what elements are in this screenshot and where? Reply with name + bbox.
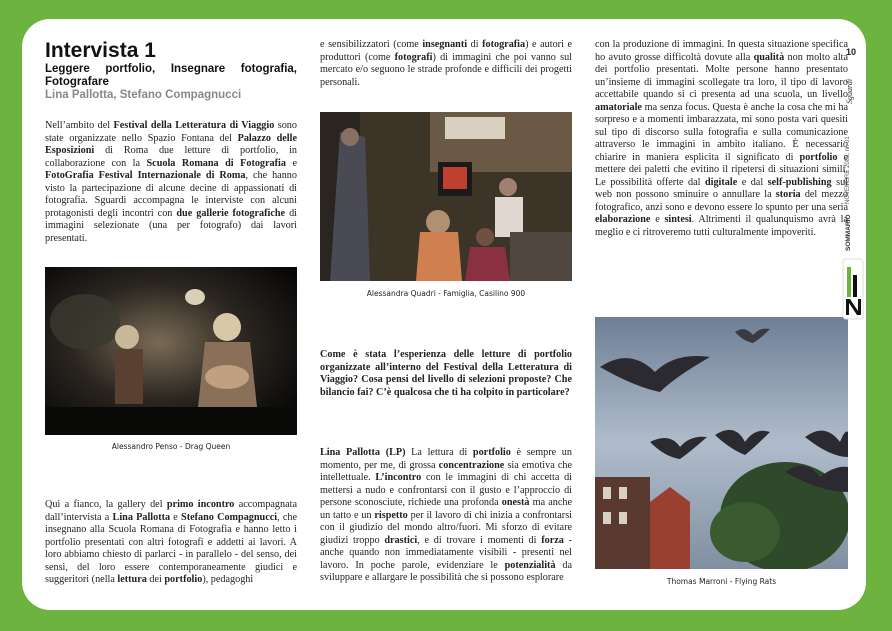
text-run: di Roma due letture di portfolio, in collaborazione con la bbox=[45, 145, 297, 169]
page-number: 10 bbox=[845, 47, 856, 57]
text-run: , e di trovare i momenti di bbox=[417, 534, 542, 546]
bold-run: portfolio bbox=[799, 151, 838, 163]
bold-run: Scuola Romana di Fotografia bbox=[146, 157, 286, 169]
text-run: ) e autori e produttori (come bbox=[320, 39, 572, 63]
photo-flying-rats bbox=[595, 317, 848, 569]
bold-run: portfolio bbox=[164, 574, 203, 585]
nital-logo bbox=[840, 257, 866, 322]
text-run: La lettura di bbox=[405, 447, 473, 458]
bold-run: fotografi bbox=[394, 51, 433, 63]
bold-run: L’incontro bbox=[375, 472, 422, 483]
article-authors: Lina Pallotta, Stefano Compagnucci bbox=[45, 89, 242, 101]
text-run: per il lavoro di chi inizia a confrontarsi con il giudizio del mondo altro/fuori. Mi sforzo di evitare giudizi troppo bbox=[320, 509, 572, 546]
question-block bbox=[320, 349, 572, 399]
text-run: Qui a fianco, la gallery del bbox=[45, 499, 167, 510]
sidebar bbox=[840, 19, 866, 610]
bold-run: sintesi bbox=[664, 214, 692, 225]
text-run: ) di immagini che poi vanno sul mercato e/o seguono le strade profonde e difficili dei progetti personali. bbox=[320, 51, 572, 88]
text-run: non molto alta dei portfolio presentati. Molte persone hanno presentato un’insieme di immagini scollegate tra loro, il tipo di lavoro accettabile quando si ci presenta ad una scuola, un livello bbox=[595, 51, 849, 100]
answer-block bbox=[320, 447, 572, 585]
drag-queen-image bbox=[45, 267, 297, 435]
bold-run: fotografia bbox=[482, 39, 526, 50]
article-subtitle: Leggere portfolio, Insegnare fotografia, Fotografare bbox=[45, 63, 297, 88]
bold-run: digitale bbox=[704, 176, 738, 188]
photo-famiglia bbox=[320, 112, 572, 281]
text-run: di bbox=[467, 39, 483, 50]
text-run: dei bbox=[146, 574, 165, 585]
famiglia-caption: Alessandra Quadri - Famiglia, Casilino 900 bbox=[366, 289, 526, 298]
photo-drag-queen bbox=[45, 267, 297, 435]
bold-run: Palazzo delle Esposizioni bbox=[45, 132, 297, 156]
text-run: e bbox=[170, 511, 182, 523]
text-run: con la produzione di immagini. In questa situazione specifica ho avuto grosse difficoltà dovute alla bbox=[595, 39, 848, 63]
text-run: - anche quando non immediatamente visibili - presenti nel lavoro. In poche parole, evidenziare le bbox=[320, 534, 572, 571]
flying-rats-caption: Thomas Marroni - Flying Rats bbox=[666, 577, 777, 586]
text-run: ), pedagoghi bbox=[202, 574, 254, 585]
section-label: SOMMARIO bbox=[845, 214, 852, 251]
text-run: ma senza focus. Questa è anche la cosa che mi ha sorpreso e a momenti imbarazzata, mi sono posta vari quesiti sul tipo di discorso sulla fotografia e sulla comunicazione attraverso le immagini in ambito italiano. È necessario chiarire in maniera esplicita il significato di bbox=[595, 101, 848, 163]
text-run: ma anche un tatto e un bbox=[320, 497, 572, 521]
bold-run: Lina Pallotta (LP) bbox=[320, 447, 406, 458]
text-run: , che hanno visto la partecipazione di alcune decine di appassionati di fotografia. Sguardi accompagna le interviste con alcuni protagonisti degli incontri con bbox=[45, 170, 297, 219]
interview-answer bbox=[320, 447, 572, 585]
bold-run: insegnanti bbox=[422, 39, 468, 50]
text-run: e mettere dei paletti che evitino il ripetersi di situazioni simili. Le possibilità offerte dal bbox=[595, 151, 848, 188]
answer-continuation bbox=[595, 39, 848, 239]
bold-run: FotoGrafia Festival Internazionale di Roma bbox=[45, 170, 246, 181]
column-1-bottom bbox=[45, 499, 297, 587]
bold-run: primo incontro bbox=[166, 499, 235, 510]
bold-run: drastici bbox=[384, 534, 418, 546]
bold-run: qualità bbox=[753, 51, 785, 63]
brand-mark: Sguardi bbox=[845, 78, 854, 104]
column-2 bbox=[320, 39, 572, 89]
magazine-page bbox=[22, 19, 866, 610]
text-run: . Altrimenti il qualunquismo avrà la meglio e ci ritroveremo tutti culturalmente impoveriti. bbox=[595, 214, 848, 238]
text-run: del mezzo fotografico, anzi sono e devono essere lo spunto per una seria bbox=[595, 189, 848, 213]
text-run: sul web non possono sminuire o annullare la bbox=[595, 176, 849, 200]
text-run: e dal bbox=[737, 176, 768, 188]
bold-run: onestà bbox=[501, 497, 530, 508]
bold-run: rispetto bbox=[374, 509, 408, 521]
gallery-paragraph bbox=[45, 499, 297, 587]
bold-run: amatoriale bbox=[595, 101, 642, 113]
column-3 bbox=[595, 39, 848, 239]
text-run: da sviluppare e allargare le possibilità che si possono esplorare bbox=[320, 559, 572, 583]
column-1 bbox=[45, 39, 297, 245]
famiglia-image bbox=[320, 112, 572, 281]
bold-run: lettura bbox=[117, 574, 147, 585]
article-title: Intervista 1 bbox=[45, 39, 156, 62]
flying-rats-image bbox=[595, 317, 848, 569]
bold-run: Lina Pallotta bbox=[112, 511, 171, 523]
bold-run: storia bbox=[775, 189, 801, 200]
bold-run: forza bbox=[541, 534, 564, 546]
continuation-paragraph bbox=[320, 39, 572, 89]
bold-run: portfolio bbox=[472, 447, 511, 458]
bold-run: Festival della Letteratura di Viaggio bbox=[113, 120, 275, 131]
issue-label: NOVEMBRE 2008, nr. 01 bbox=[845, 136, 851, 204]
interview-question: Come è stata l’esperienza delle letture di portfolio organizzate all’interno del Festival della Letteratura di Viaggio? Cosa pensi del livello di selezioni proposte? Che bilancio fai? C’è qualcosa che ti ha colpito in particolare? bbox=[320, 349, 572, 398]
drag-queen-caption: Alessandro Penso - Drag Queen bbox=[111, 442, 231, 451]
bold-run: Stefano Compagnucci bbox=[181, 511, 278, 523]
text-run: Nell’ambito del bbox=[45, 120, 114, 131]
text-run: e bbox=[285, 157, 297, 169]
text-run: sia emotiva che intellettuale. bbox=[320, 459, 572, 483]
text-run: sono state organizzate nello Spazio Fontana del bbox=[45, 120, 297, 144]
bold-run: potenzialità bbox=[504, 559, 556, 571]
text-run: , che insegnano alla Scuola Romana di Fotografia e hanno letto i portfolio presentati con altri fotografi e addetti ai lavori. A loro abbiamo chiesto di parlarci - in parallelo - del senso, dei sensi, del loro essere contemporaneamente giudici e suggeritori (nella bbox=[45, 511, 297, 585]
text-run: con le immagini di chi accetta di mettersi a nudo e confrontarsi con il gusto e l’approccio di persone sconosciute, richiede una profonda bbox=[320, 472, 572, 508]
text-run: è sempre un momento, per me, di grossa bbox=[320, 447, 572, 471]
text-run: e sensibilizzatori (come bbox=[320, 39, 423, 50]
bold-run: concentrazione bbox=[438, 459, 505, 471]
intro-paragraph bbox=[45, 120, 297, 245]
bold-run: elaborazione bbox=[595, 214, 651, 225]
bold-run: self-publishing bbox=[767, 176, 832, 188]
text-run: accompagnata dall’intervista a bbox=[45, 499, 297, 523]
text-run: di immagini selezionate (una per fotografo) dai lavori presentati. bbox=[45, 207, 297, 244]
bold-run: due gallerie fotografiche bbox=[176, 207, 286, 219]
text-run: e bbox=[650, 214, 665, 225]
